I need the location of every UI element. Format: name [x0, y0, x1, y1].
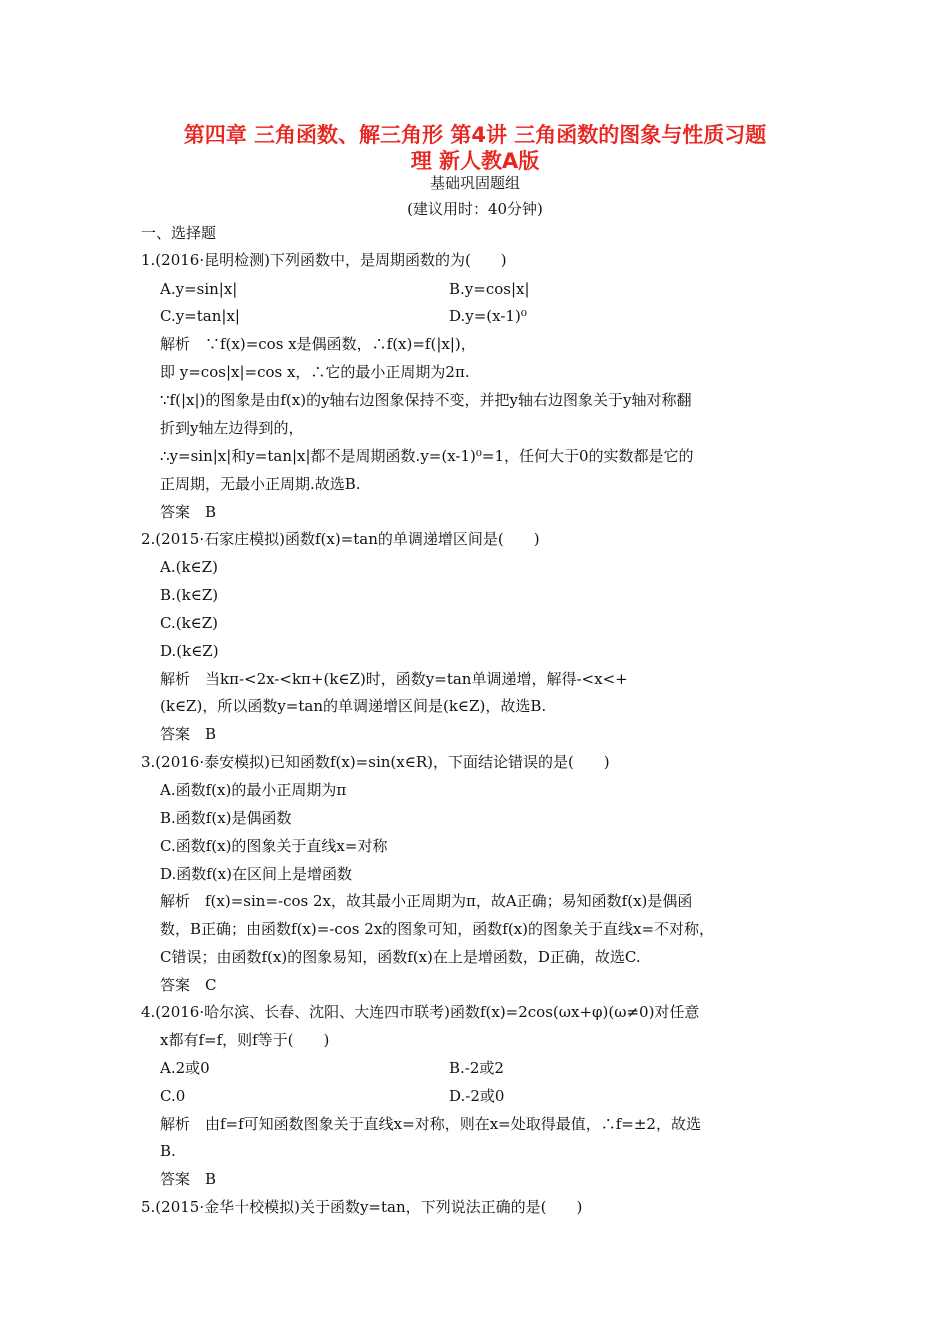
q3-option-d: D.函数f(x)在区间上是增函数 — [160, 865, 352, 883]
q4-stem-1: 4.(2016·哈尔滨、长春、沈阳、大连四市联考)函数f(x)=2cos(ωx+φ)(ω≠0)对任意 — [141, 1003, 700, 1021]
title-line-1: 第四章 三角函数、解三角形 第4讲 三角函数的图象与性质习题 — [183, 123, 767, 147]
q4-option-a: A.2或0 — [160, 1059, 210, 1077]
q1-option-b: B.y=cos|x| — [449, 280, 530, 298]
q2-option-b: B.(k∈Z) — [160, 586, 219, 604]
group-label: 基础巩固题组 — [429, 174, 520, 192]
q1-analysis-2: 即 y=cos|x|=cos x，∴它的最小正周期为2π. — [160, 363, 470, 381]
q4-option-b: B.-2或2 — [449, 1059, 504, 1077]
q2-option-c: C.(k∈Z) — [160, 614, 219, 632]
q1-option-a: A.y=sin|x| — [160, 280, 238, 298]
q2-option-a: A.(k∈Z) — [160, 558, 218, 576]
q3-option-b: B.函数f(x)是偶函数 — [160, 809, 292, 827]
q1-analysis-6: 正周期，无最小正周期.故选B. — [160, 475, 361, 493]
q1-analysis-3: ∵f(|x|)的图象是由f(x)的y轴右边图象保持不变，并把y轴右边图象关于y轴对称翻 — [160, 391, 692, 409]
q1-analysis-5: ∴y=sin|x|和y=tan|x|都不是周期函数.y=(x-1)⁰=1，任何大于0的实数都是它的 — [160, 447, 694, 465]
q3-analysis-1: 解析 f(x)=sin=-cos 2x，故其最小正周期为π，故A正确；易知函数f(x)是偶函 — [160, 892, 693, 910]
section-heading: 一、选择题 — [141, 224, 217, 242]
q1-option-d: D.y=(x-1)⁰ — [449, 307, 527, 325]
q1-analysis-4: 折到y轴左边得到的， — [160, 419, 304, 437]
q1-stem: 1.(2016·昆明检测)下列函数中，是周期函数的为( ) — [141, 251, 507, 269]
q4-answer: 答案 B — [160, 1170, 217, 1188]
q4-stem-2: x都有f=f，则f等于( ) — [160, 1031, 330, 1049]
q3-answer: 答案 C — [160, 976, 217, 994]
title-line-2: 理 新人教A版 — [410, 149, 540, 173]
q4-option-d: D.-2或0 — [449, 1087, 505, 1105]
q4-option-c: C.0 — [160, 1087, 186, 1105]
q4-analysis-2: B. — [160, 1142, 176, 1160]
q3-option-a: A.函数f(x)的最小正周期为π — [160, 781, 347, 799]
q2-stem: 2.(2015·石家庄模拟)函数f(x)=tan的单调递增区间是( ) — [141, 530, 540, 548]
q3-analysis-3: C错误；由函数f(x)的图象易知，函数f(x)在上是增函数，D正确，故选C. — [160, 948, 641, 966]
q4-analysis-1: 解析 由f=f可知函数图象关于直线x=对称，则在x=处取得最值，∴f=±2，故选 — [160, 1115, 701, 1133]
q3-stem: 3.(2016·泰安模拟)已知函数f(x)=sin(x∈R)，下面结论错误的是( ) — [141, 753, 610, 771]
q2-answer: 答案 B — [160, 725, 217, 743]
q3-analysis-2: 数，B正确；由函数f(x)=-cos 2x的图象可知，函数f(x)的图象关于直线x=不对称， — [160, 920, 715, 938]
q1-option-c: C.y=tan|x| — [160, 307, 240, 325]
q2-analysis-1: 解析 当kπ-<2x-<kπ+(k∈Z)时，函数y=tan单调递增，解得-<x<+ — [160, 670, 628, 688]
q3-option-c: C.函数f(x)的图象关于直线x=对称 — [160, 837, 388, 855]
q1-analysis-1: 解析 ∵f(x)=cos x是偶函数，∴f(x)=f(|x|)， — [160, 335, 476, 353]
q5-stem: 5.(2015·金华十校模拟)关于函数y=tan，下列说法正确的是( ) — [141, 1198, 583, 1216]
q1-answer: 答案 B — [160, 503, 217, 521]
q2-analysis-2: (k∈Z)，所以函数y=tan的单调递增区间是(k∈Z)，故选B. — [160, 697, 547, 715]
q2-option-d: D.(k∈Z) — [160, 642, 219, 660]
time-hint: (建议用时：40分钟) — [407, 200, 543, 218]
